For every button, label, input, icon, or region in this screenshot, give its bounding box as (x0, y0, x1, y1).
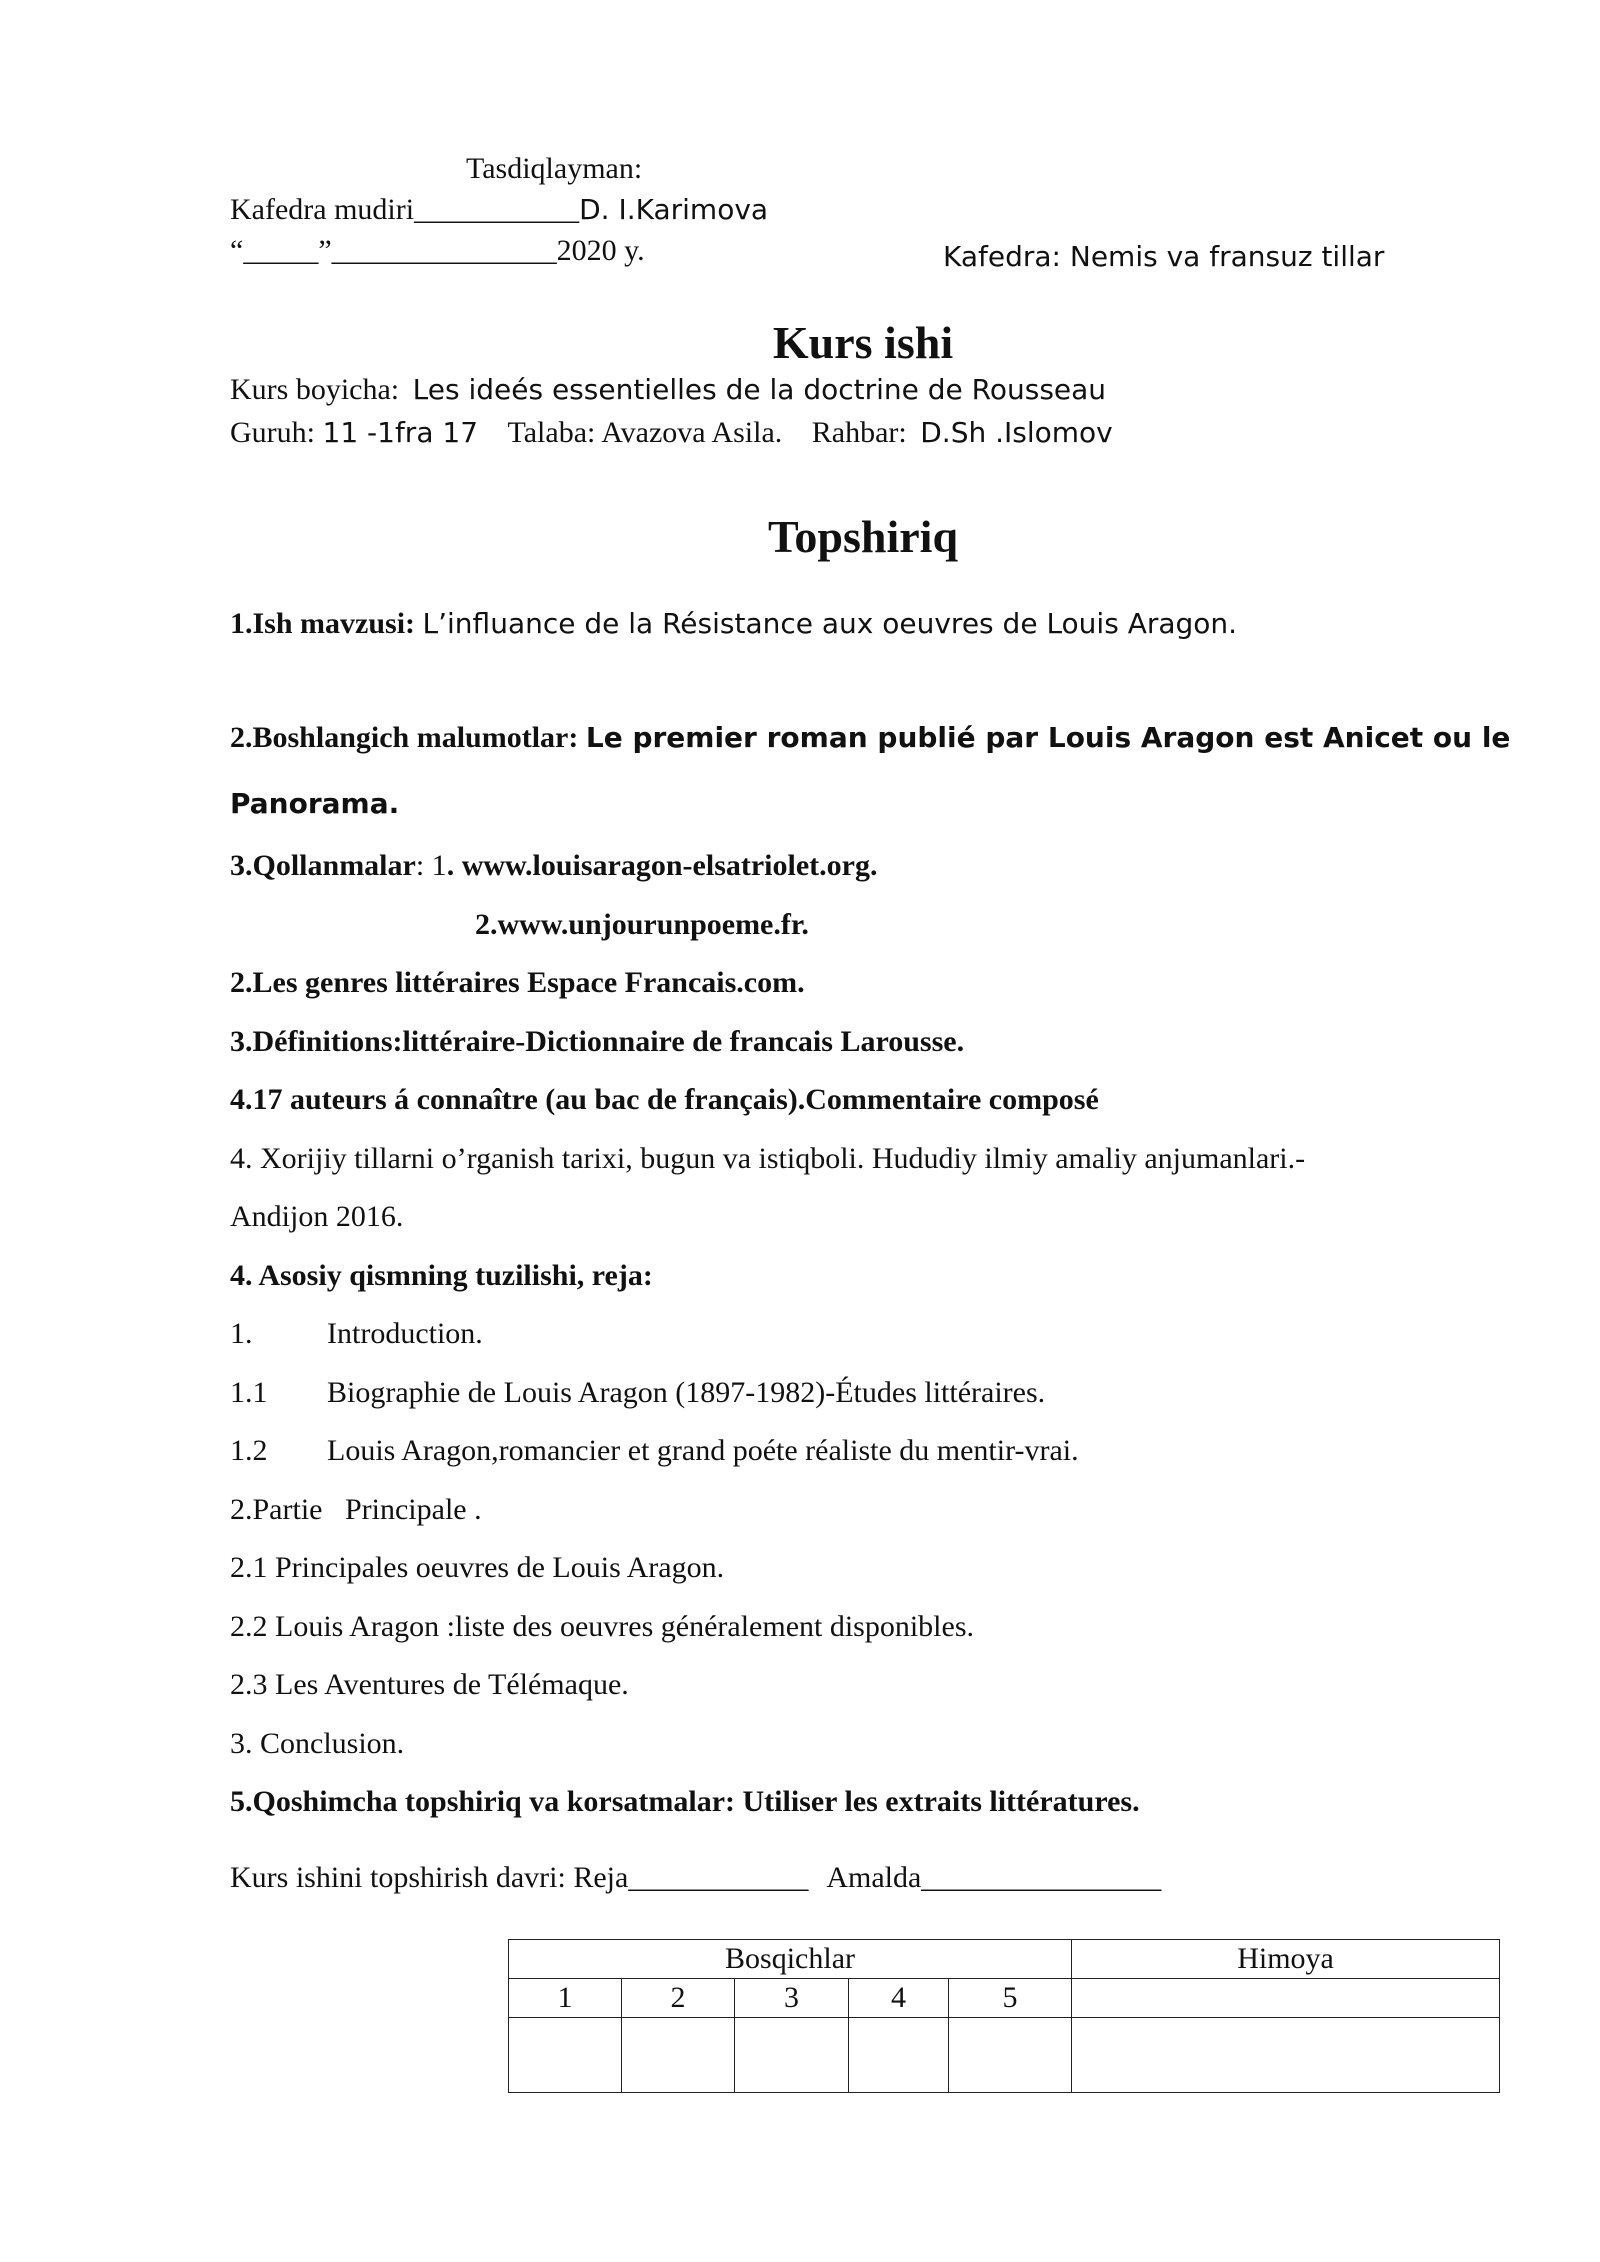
stage-cell[interactable] (509, 2018, 622, 2093)
signature-line: ___________ (414, 193, 580, 226)
plan-item-number: 1.2 (230, 1434, 268, 1467)
deadline-line (230, 1861, 1161, 1895)
reference-item-6-cont: Andijon 2016. (230, 1200, 404, 1233)
plan-conclusion: 3. Conclusion. (230, 1727, 405, 1760)
extra-instructions: 5.Qoshimcha topshiriq va korsatmalar: Utiliser les extraits littératures. (230, 1785, 1140, 1818)
references-line (230, 849, 877, 883)
department-head-label: Kafedra mudiri (230, 193, 415, 226)
document-title: Kurs ishi (772, 317, 954, 368)
defense-cell[interactable] (1072, 2018, 1500, 2093)
reference-item-6: 4. Xorijiy tillarni o’rganish tarixi, bugun va istiqboli. Hududiy ilmiy amaliy anjumanlari.- (230, 1142, 1306, 1175)
department-head-line (230, 193, 768, 227)
plan-item-number: 1.1 (230, 1376, 268, 1409)
actual-label: Amalda (826, 1861, 922, 1894)
initial-data-label: 2.Boshlangich malumotlar: (230, 721, 579, 754)
plan-item (230, 1376, 1045, 1410)
plan-part-2: 2.Partie Principale . (230, 1493, 482, 1526)
planned-date-line: ____________ (628, 1861, 809, 1894)
work-topic-value: L’influance de la Résistance aux oeuvres de Louis Aragon. (422, 607, 1238, 640)
plan-heading: 4. Asosiy qismning tuzilishi, reja: (230, 1259, 653, 1292)
reference-item-5: 4.17 auteurs á connaître (au bac de français).Commentaire composé (230, 1083, 1099, 1116)
reference-item-3: 2.Les genres littéraires Espace Francais.com. (230, 966, 805, 999)
initial-data-value-cont: Panorama. (230, 787, 400, 820)
reference-item-1: . www.louisaragon-elsatriolet.org. (446, 849, 878, 882)
course-subject (230, 373, 1106, 407)
initial-data (230, 721, 1510, 755)
plan-item (230, 1317, 483, 1351)
supervisor-name: D.Sh .Islomov (920, 416, 1113, 449)
group-value: 11 -1fra 17 (322, 416, 479, 449)
group-label: Guruh: (230, 416, 315, 449)
approval-title: Tasdiqlayman: (466, 152, 643, 185)
stages-header: Bosqichlar (509, 1940, 1072, 1979)
plan-subitem: 2.2 Louis Aragon :liste des oeuvres généralement disponibles. (230, 1610, 975, 1643)
student-name: Talaba: Avazova Asila. (507, 416, 783, 449)
references-label: 3.Qollanmalar (230, 849, 416, 882)
stage-cell[interactable] (622, 2018, 735, 2093)
plan-item-number: 1. (230, 1317, 253, 1350)
stage-cell[interactable] (949, 2018, 1072, 2093)
plan-subitem: 2.1 Principales oeuvres de Louis Aragon. (230, 1551, 725, 1584)
supervisor-label: Rahbar: (811, 416, 907, 449)
actual-date-line: ________________ (921, 1861, 1162, 1894)
references-colon: : 1 (415, 849, 447, 882)
plan-item-text: Biographie de Louis Aragon (1897-1982)-Études littéraires. (327, 1376, 1046, 1409)
task-heading: Topshiriq (767, 511, 959, 562)
plan-item (230, 1434, 1079, 1468)
defense-header: Himoya (1072, 1940, 1500, 1979)
course-subject-label: Kurs boyicha: (230, 373, 400, 406)
stage-cell[interactable] (735, 2018, 849, 2093)
reference-item-2: 2.www.unjourunpoeme.fr. (475, 908, 809, 941)
work-topic (230, 607, 1237, 641)
plan-item-text: Introduction. (327, 1317, 483, 1350)
department-head-name: D. I.Karimova (579, 193, 769, 226)
stage-number: 1 (509, 1979, 622, 2018)
group-student-supervisor (230, 416, 1113, 450)
stage-cell[interactable] (849, 2018, 949, 2093)
deadline-label: Kurs ishini topshirish davri: Reja (230, 1861, 629, 1894)
department: Kafedra: Nemis va fransuz tillar (943, 240, 1385, 273)
work-topic-label: 1.Ish mavzusi: (230, 607, 416, 640)
stage-number: 3 (735, 1979, 849, 2018)
plan-item-text: Louis Aragon,romancier et grand poéte réaliste du mentir-vrai. (327, 1434, 1079, 1467)
stage-number: 4 (849, 1979, 949, 2018)
course-subject-value: Les ideés essentielles de la doctrine de Rousseau (412, 373, 1107, 406)
initial-data-value: Le premier roman publié par Louis Aragon est Anicet ou le (585, 721, 1511, 754)
stage-number: 5 (949, 1979, 1072, 2018)
stages-table (508, 1939, 1500, 2093)
reference-item-4: 3.Définitions:littéraire-Dictionnaire de francais Larousse. (230, 1025, 965, 1058)
stage-number: 2 (622, 1979, 735, 2018)
plan-subitem: 2.3 Les Aventures de Télémaque. (230, 1668, 629, 1701)
defense-cell (1072, 1979, 1500, 2018)
approval-date: “_____”_______________2020 y. (230, 234, 645, 267)
